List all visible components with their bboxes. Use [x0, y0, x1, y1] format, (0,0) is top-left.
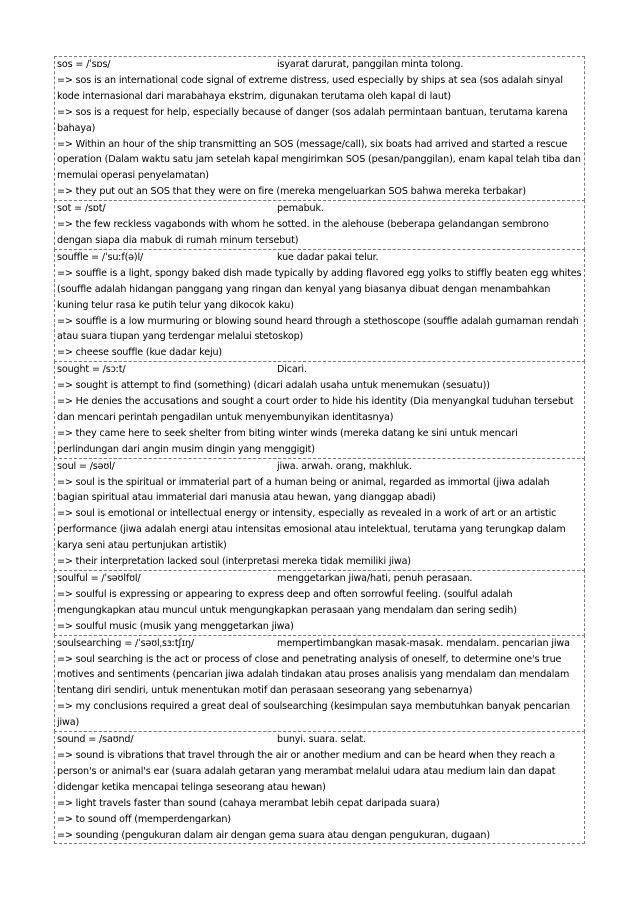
definition-line: => sound is vibrations that travel through the air or another medium and can be heard when they reach a person's or animal's ear (suara adalah getaran yang merambat melalui udara atau medium lain dan dapat didengar ketika mencapai telinga seseorang atau hewan)	[57, 749, 556, 793]
entry-heading	[57, 571, 582, 587]
example-line: => soulful music (musik yang menggetarkan jiwa)	[57, 620, 294, 632]
example-line: => to sound off (memperdengarkan)	[57, 813, 231, 825]
entry-souffle	[54, 249, 585, 362]
entry-sound	[54, 731, 585, 844]
example-line: => they came here to seek shelter from biting winter winds (mereka datang ke sini untuk mencari perlindungan dari angin musim dingin yang menggigit)	[57, 427, 518, 455]
headword-meaning: mempertimbangkan masak-masak. mendalam. pencarian jiwa	[277, 637, 570, 649]
headword: soul = /səʊl/	[57, 460, 115, 472]
headword: sound = /saʊnd/	[57, 734, 134, 746]
headword: sought = /sɔːt/	[57, 364, 126, 376]
headword: sot = /sɒt/	[57, 203, 106, 215]
definition-line: => sos is an international code signal of extreme distress, used especially by ships at sea (sos adalah sinyal kode internasional dari marabahaya ekstrim, digunakan terutama oleh kapal di laut)	[57, 74, 563, 102]
definition-line: => soulful is expressing or appearing to express deep and often sorrowful feeling. (soulful adalah mengungkapkan atau muncul untuk mengungkapkan perasaan yang mendalam dan sering sedih)	[57, 588, 517, 616]
headword-meaning: Dicari.	[277, 364, 307, 376]
example-line: => He denies the accusations and sought a court order to hide his identity (Dia menyangkal tuduhan tersebut dan mencari perintah pengadilan untuk menyembunyikan identitasnya)	[57, 396, 574, 423]
dictionary-page	[54, 57, 585, 844]
entry-soul	[54, 458, 585, 571]
headword-meaning: isyarat darurat, panggilan minta tolong.	[277, 59, 464, 70]
entry-soulsearching	[54, 635, 585, 732]
example-line: => light travels faster than sound (cahaya merambat lebih cepat daripada suara)	[57, 797, 440, 809]
headword: soulsearching = /ˈsəʊlˌsɜːtʃɪŋ/	[57, 637, 194, 649]
headword-meaning: menggetarkan jiwa/hati, penuh perasaan.	[277, 573, 473, 584]
definition-line: => soul searching is the act or process of close and penetrating analysis of oneself, to determine one's true motives and sentiments (pencarian jiwa adalah tindakan atau proses analisis yang mendalam dan mendalam tentang diri sendiri, untuk menentukan motif dan perasaan seseorang yang sebenarnya)	[57, 653, 570, 697]
example-line: => cheese souffle (kue dadar keju)	[57, 347, 223, 359]
headword-meaning: pemabuk.	[277, 203, 324, 215]
definition-line: => sought is attempt to find (something) (dicari adalah usaha untuk menemukan (sesuatu))	[57, 380, 490, 392]
entry-heading	[57, 201, 582, 217]
definition-line: => soul is the spiritual or immaterial part of a human being or animal, regarded as immortal (jiwa adalah bagian spiritual atau immaterial dari manusia atau hewan, yang dianggap abadi)	[57, 476, 550, 504]
headword-meaning: kue dadar pakai telur.	[277, 251, 379, 263]
example-line: => my conclusions required a great deal of soulsearching (kesimpulan saya membutuhkan banyak pencarian jiwa)	[57, 701, 570, 729]
entry-heading	[57, 250, 582, 266]
example-line: => they put out an SOS that they were on fire (mereka mengeluarkan SOS bahwa mereka terbakar)	[57, 186, 526, 198]
definition-line: => sos is a request for help, especially because of danger (sos adalah permintaan bantuan, terutama karena bahaya)	[57, 106, 568, 134]
example-line: => sounding (pengukuran dalam air dengan gema suara atau dengan pengukuran, dugaan)	[57, 829, 490, 841]
headword-meaning: bunyi. suara. selat.	[277, 734, 366, 746]
headword-meaning: jiwa. arwah. orang, makhluk.	[277, 460, 412, 472]
definition-line: => souffle is a low murmuring or blowing sound heard through a stethoscope (souffle adalah gumaman rendah atau suara tiupan yang terdengar melalui stetoskop)	[57, 315, 579, 343]
entry-heading	[57, 362, 582, 378]
entry-sot	[54, 200, 585, 250]
entry-sos	[54, 56, 585, 201]
example-line: => Within an hour of the ship transmitting an SOS (message/call), six boats had arrived and started a rescue operation (Dalam waktu satu jam setelah kapal mengirimkan SOS (pesan/panggilan), enam kapal telah tiba dan memulai operasi penyelamatan)	[57, 138, 581, 182]
headword: souffle = /ˈsuːf(ə)l/	[57, 251, 144, 263]
entry-heading	[57, 636, 582, 652]
entry-soulful	[54, 570, 585, 636]
example-line: => their interpretation lacked soul (interpretasi mereka tidak memiliki jiwa)	[57, 556, 411, 568]
headword: sos = /ˈsɒs/	[57, 59, 111, 70]
headword: soulful = /ˈsəʊlfʊl/	[57, 573, 141, 584]
entry-heading	[57, 459, 582, 475]
definition-line: => souffle is a light, spongy baked dish made typically by adding flavored egg yolks to stiffly beaten egg whites (souffle adalah hidangan panggang yang ringan dan kenyal yang biasanya dibuat dengan menambahkan kuning telur rasa ke putih telur yang dikocok kaku)	[57, 267, 582, 311]
definition-line: => soul is emotional or intellectual energy or intensity, especially as revealed in a work of art or an artistic performance (jiwa adalah energi atau intensitas emosional atau intelektual, terutama yang terungkap dalam karya seni atau pertunjukan artistik)	[57, 508, 566, 552]
entry-heading	[57, 57, 582, 73]
example-line: => the few reckless vagabonds with whom he sotted. in the alehouse (beberapa gelandangan sembrono dengan siapa dia mabuk di rumah minum tersebut)	[57, 219, 549, 246]
entry-heading	[57, 732, 582, 748]
entry-sought	[54, 361, 585, 458]
